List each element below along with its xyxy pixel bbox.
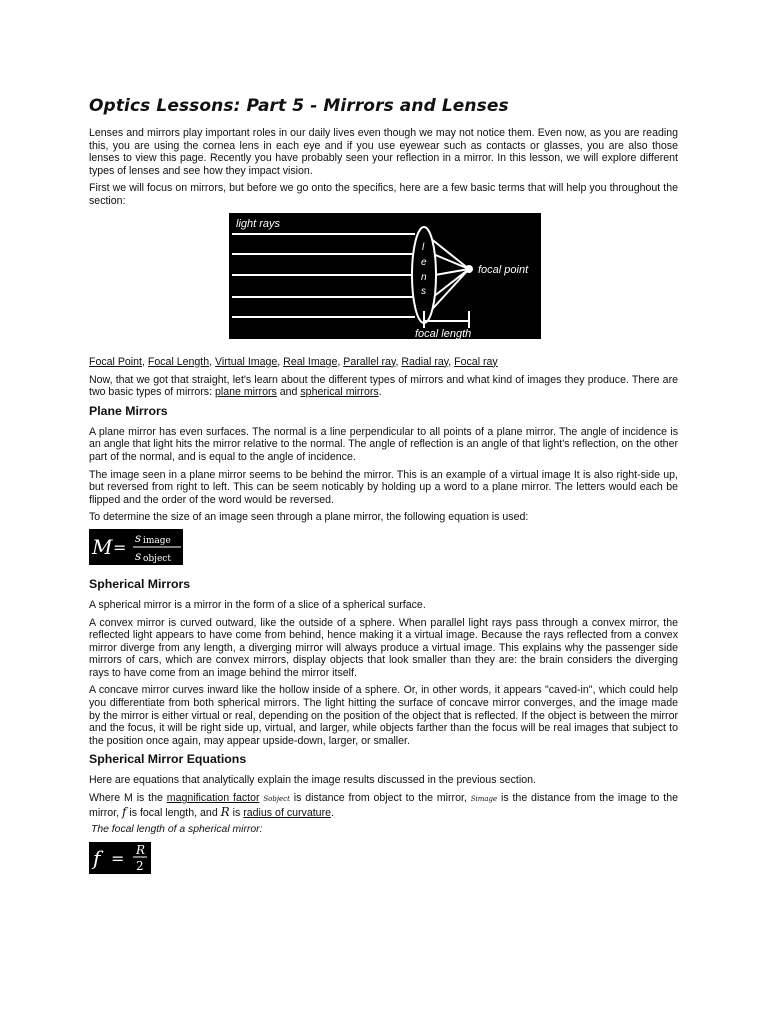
r-symbol: R	[220, 804, 230, 819]
page-title: Optics Lessons: Part 5 - Mirrors and Lenses	[89, 96, 509, 116]
eq-r-numerator: R	[136, 842, 146, 857]
term-link-focal-ray[interactable]: Focal ray	[454, 355, 498, 368]
svg-text:s: s	[135, 548, 142, 563]
term-link-real-image[interactable]: Real Image	[283, 355, 338, 368]
spherical-paragraph-1: A spherical mirror is a mirror in the form of a slice of a spherical surface.	[89, 598, 426, 611]
eq-m-symbol: M	[92, 534, 113, 559]
spherical-paragraph-2: A convex mirror is curved outward, like the outside of a sphere. When parallel light rays pass through a convex mirror, the reflected light appears to have come from behind, hence making it a virtual image. Because the rays reflected from a convex mirror diverge from any length, a diverging mirror will always produce a virtual image. This explains why the passenger side mirrors of cars, which are convex mirrors, display objects that look smaller than they are: the brain considers the diverging rays to have come from an image behind the mirror itself.	[89, 616, 678, 679]
eq-f-symbol: f	[93, 845, 101, 870]
lens-letter-l: l	[422, 241, 425, 253]
svg-text:=: =	[111, 848, 125, 868]
eq-object-sub: object	[143, 553, 171, 564]
equations-where-paragraph: Where M is the magnification factor Sobject is distance from object to the mirror, Simage is the distance from the image to the mirror, f is focal length, and R is radius of curvature.	[89, 792, 679, 819]
plane-paragraph-3: To determine the size of an image seen through a plane mirror, the following equation is used:	[89, 511, 529, 524]
focal-point-dot	[465, 265, 473, 273]
term-link-focal-length[interactable]: Focal Length	[147, 355, 210, 368]
mirror-types-paragraph: Now, that we got that straight, let's learn about the different types of mirrors and what kind of images they produce. There are two basic types of mirrors: plane mirrors and spherical mirrors.	[89, 373, 678, 399]
radius-of-curvature-link[interactable]: radius of curvature	[243, 806, 331, 819]
svg-text:s: s	[135, 530, 142, 545]
spherical-mirrors-link[interactable]: spherical mirrors	[300, 386, 379, 399]
diagram-focal-point-label: focal point	[478, 263, 529, 276]
term-link-radial-ray[interactable]: Radial ray	[401, 355, 449, 368]
s-object-symbol: Sobject	[263, 795, 290, 804]
svg-text:=: =	[113, 537, 127, 557]
spherical-paragraph-3: A concave mirror curves inward like the hollow inside of a sphere. Or, in other words, it appears "caved-in", which could help you differentiate from both spherical mirrors. The light hitting the surface of concave mirror converges, and the image made by the mirror is either virtual or real, depending on the position of the object that is reflected. If the object is between the mirror and the focus, it will be right side up, virtual, and larger, while objects farther than the focus will be real images that subject to the position once again, may appear upside-down, larger, or smaller.	[89, 684, 678, 747]
terms-links: Focal Point, Focal Length, Virtual Image, Real Image, Parallel ray, Radial ray, Focal ray	[89, 355, 498, 368]
plane-mirrors-link[interactable]: plane mirrors	[214, 386, 277, 399]
magnification-equation	[89, 529, 183, 565]
equations-heading: Spherical Mirror Equations	[89, 752, 247, 767]
term-link-parallel-ray[interactable]: Parallel ray	[343, 355, 396, 368]
eq-image-sub: image	[143, 535, 171, 546]
plane-paragraph-1: A plane mirror has even surfaces. The normal is a line perpendicular to all points of a plane mirror. The angle of incidence is an angle that light hits the mirror relative to the normal. The angle of reflection is an angle of that light's reflection, on the other part of the normal, and is equal to the angle of incidence.	[89, 425, 678, 463]
focal-length-equation	[89, 842, 151, 874]
equations-paragraph-1: Here are equations that analytically explain the image results discussed in the previous section.	[89, 774, 536, 787]
focal-length-caption: The focal length of a spherical mirror:	[91, 824, 263, 836]
mirrors-intro-paragraph: First we will focus on mirrors, but before we go onto the specifics, here are a few basic terms that will help you throughout the section:	[89, 182, 678, 207]
term-link-virtual-image[interactable]: Virtual Image	[215, 355, 278, 368]
intro-paragraph: Lenses and mirrors play important roles in our daily lives even though we may not notice them. Even now, as you are reading this, you are using the cornea lens in each eye and if you use eyewear such as contacts or glasses, you are also those lenses to view this page. Recently you have probably seen your reflection in a mirror. In this lesson, we will explore different types of lenses and see how they impact vision.	[89, 127, 678, 177]
lens-letter-e: e	[421, 256, 427, 268]
f-symbol: f	[121, 804, 127, 819]
plane-paragraph-2: The image seen in a plane mirror seems to be behind the mirror. This is an example of a virtual image It is also right-side up, but reversed from right to left. This can be seem noticably by holding up a word to a plane mirror. The letters would each be flipped and the order of the word would be reversed.	[89, 468, 678, 506]
s-image-symbol: Simage	[470, 795, 498, 804]
magnification-factor-link[interactable]: magnification factor	[166, 792, 260, 805]
diagram-focal-length-label: focal length	[415, 327, 472, 339]
plane-mirrors-heading: Plane Mirrors	[89, 403, 168, 418]
spherical-mirrors-heading: Spherical Mirrors	[89, 576, 191, 591]
term-link-focal-point[interactable]: Focal Point	[89, 355, 142, 368]
document-page	[89, 96, 678, 886]
lens-letter-s: s	[421, 285, 426, 297]
lens-letter-n: n	[421, 271, 427, 283]
diagram-light-rays-label: light rays	[236, 217, 281, 230]
lens-diagram	[229, 213, 541, 339]
eq-2-denominator: 2	[136, 858, 144, 873]
